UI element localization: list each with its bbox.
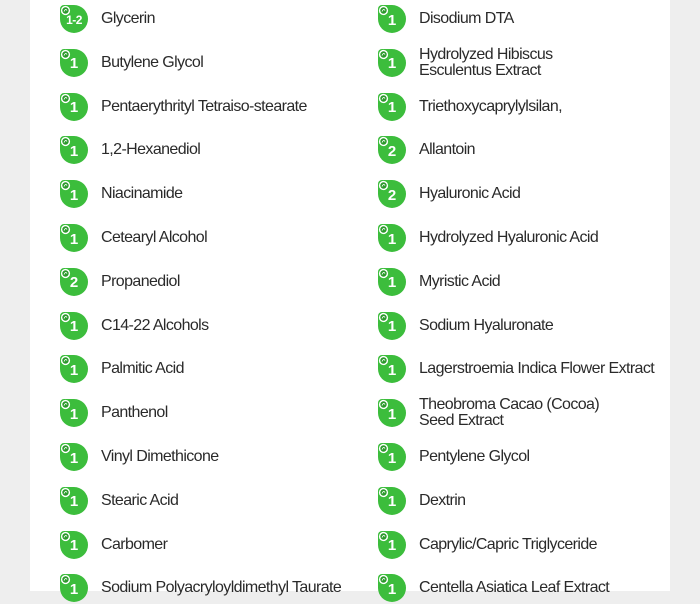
ingredient-name	[419, 361, 654, 377]
ingredient-row	[58, 397, 168, 429]
ewg-score-value: 1	[387, 537, 397, 555]
ingredient-name-line: Sodium Polyacryloyldimethyl Taurate	[101, 579, 342, 597]
ingredient-name	[101, 493, 178, 509]
ingredient-row	[376, 310, 553, 342]
ewg-score-badge-icon	[58, 353, 90, 385]
ewg-score-value: 1	[69, 99, 79, 117]
ewg-score-value: 1	[387, 99, 397, 117]
ewg-score-value: 1	[387, 493, 397, 511]
ingredient-name	[101, 580, 341, 596]
ingredient-name	[101, 99, 307, 115]
ingredient-row	[376, 222, 598, 254]
ewg-score-badge-icon	[58, 397, 90, 429]
ewg-score-badge-icon	[58, 441, 90, 473]
ingredient-row	[376, 353, 654, 385]
ingredient-name-line: Myristic Acid	[419, 272, 501, 290]
ewg-score-badge-icon	[376, 3, 408, 35]
ewg-score-value: 1	[69, 318, 79, 336]
ewg-score-badge-icon	[376, 91, 408, 123]
ewg-score-badge-icon	[58, 222, 90, 254]
ingredient-name-line: Theobroma Cacao (Cocoa)	[419, 396, 600, 414]
ingredient-card	[30, 0, 670, 598]
ewg-score-value: 1	[387, 405, 397, 423]
ewg-score-badge-icon	[376, 310, 408, 342]
ewg-score-value: 1	[69, 580, 79, 598]
ingredient-name-line: Lagerstroemia Indica Flower Extract	[419, 360, 655, 378]
ewg-score-value: 1	[69, 405, 79, 423]
ingredient-name	[101, 55, 203, 71]
ingredient-name	[101, 230, 207, 246]
ingredient-name-line: Stearic Acid	[101, 491, 179, 509]
ewg-score-value: 1	[387, 230, 397, 248]
ingredient-name	[419, 186, 520, 202]
ingredient-name	[419, 11, 514, 27]
ingredient-name-line: C14-22 Alcohols	[101, 316, 209, 334]
ingredient-name-line: Glycerin	[101, 10, 155, 27]
ewg-score-badge-icon	[58, 47, 90, 79]
ewg-score-value: 1	[69, 55, 79, 73]
ingredient-name-line: Vinyl Dimethicone	[101, 448, 219, 465]
ingredient-row	[376, 572, 609, 604]
ewg-score-badge-icon	[376, 134, 408, 166]
ingredient-name-line: Hyaluronic Acid	[419, 185, 521, 203]
ingredient-row	[58, 222, 207, 254]
ingredient-row	[58, 266, 180, 298]
ewg-score-value: 2	[387, 186, 397, 204]
ingredient-name-line: Centella Asiatica Leaf Extract	[419, 579, 610, 597]
ingredient-name	[101, 361, 184, 377]
ingredient-row	[58, 3, 155, 35]
ewg-score-badge-icon	[376, 572, 408, 604]
ingredient-name-line: Propanediol	[101, 272, 180, 290]
ingredient-name	[101, 405, 168, 421]
ingredient-name-line: Seed Extract	[419, 412, 504, 430]
ewg-score-value: 1	[387, 274, 397, 292]
ewg-score-value: 1	[69, 186, 79, 204]
ingredient-name-line: Esculentus Extract	[419, 61, 541, 79]
ingredient-row	[58, 485, 178, 517]
ewg-score-value: 1-2	[66, 13, 82, 27]
ewg-score-badge-icon	[58, 485, 90, 517]
ewg-score-badge-icon	[376, 397, 408, 429]
ewg-score-value: 1	[387, 11, 397, 29]
ingredient-row	[376, 529, 597, 561]
ewg-score-badge-icon	[58, 91, 90, 123]
ingredient-name-line: Allantoin	[419, 141, 475, 159]
ewg-score-badge-icon	[58, 3, 90, 35]
ewg-score-value: 1	[69, 493, 79, 511]
ingredient-name	[101, 142, 200, 158]
ingredient-row	[58, 529, 167, 561]
ingredient-row	[58, 47, 203, 79]
ewg-score-badge-icon	[58, 178, 90, 210]
ingredient-row	[58, 310, 209, 342]
ewg-score-value: 1	[387, 449, 397, 467]
ingredient-row	[376, 47, 553, 79]
ewg-score-badge-icon	[376, 441, 408, 473]
ingredient-name	[419, 580, 609, 596]
ingredient-name-line: Dextrin	[419, 491, 466, 509]
ingredient-row	[58, 441, 219, 473]
ingredient-row	[376, 134, 475, 166]
ewg-score-badge-icon	[376, 47, 408, 79]
ingredient-name-line: Hydrolyzed Hyaluronic Acid	[419, 229, 599, 246]
ingredient-name-line: Niacinamide	[101, 185, 183, 203]
ewg-score-value: 1	[69, 449, 79, 467]
ingredient-row	[376, 485, 465, 517]
ingredient-name-line: 1,2-Hexanediol	[101, 141, 201, 159]
ingredient-name-line: Carbomer	[101, 535, 168, 553]
ewg-score-badge-icon	[376, 178, 408, 210]
ewg-score-badge-icon	[58, 529, 90, 561]
ingredient-name-line: Butylene Glycol	[101, 53, 204, 71]
ingredient-name-line: Pentaerythrityl Tetraiso-stearate	[101, 97, 307, 115]
ingredient-row	[376, 397, 599, 429]
ingredient-name-line: Sodium Hyaluronate	[419, 316, 554, 334]
ewg-score-badge-icon	[376, 222, 408, 254]
ingredient-name	[419, 47, 553, 79]
ingredient-name-line: Disodium DTA	[419, 10, 514, 27]
ewg-score-badge-icon	[376, 529, 408, 561]
ingredient-row	[58, 572, 341, 604]
ingredient-name	[101, 318, 209, 334]
ewg-score-badge-icon	[58, 266, 90, 298]
ingredient-name	[419, 99, 562, 115]
ingredient-row	[58, 178, 182, 210]
ingredient-row	[376, 266, 500, 298]
ewg-score-badge-icon	[376, 353, 408, 385]
ingredient-row	[376, 91, 562, 123]
ewg-score-value: 1	[69, 537, 79, 555]
ewg-score-badge-icon	[58, 572, 90, 604]
ingredient-name	[419, 449, 529, 465]
ingredient-name-line: Panthenol	[101, 404, 168, 422]
ewg-score-value: 1	[387, 55, 397, 73]
ewg-score-value: 1	[387, 361, 397, 379]
ingredient-name	[101, 11, 155, 27]
ewg-score-value: 2	[69, 274, 79, 292]
ingredient-name	[101, 274, 180, 290]
ingredient-name	[419, 274, 500, 290]
ingredient-name-line: Hydrolyzed Hibiscus	[419, 45, 553, 63]
ewg-score-badge-icon	[376, 266, 408, 298]
ingredient-row	[58, 134, 200, 166]
ingredient-row	[58, 353, 184, 385]
ingredient-name	[419, 397, 599, 429]
ewg-score-value: 1	[69, 142, 79, 160]
ingredient-name	[101, 537, 167, 553]
ingredient-name	[419, 142, 475, 158]
ewg-score-badge-icon	[58, 310, 90, 342]
ingredient-row	[58, 91, 307, 123]
ewg-score-value: 1	[69, 361, 79, 379]
ingredient-name	[419, 230, 598, 246]
ewg-score-value: 1	[387, 580, 397, 598]
ewg-score-badge-icon	[58, 134, 90, 166]
ewg-score-value: 1	[387, 318, 397, 336]
ingredient-name-line: Cetearyl Alcohol	[101, 229, 208, 246]
ingredient-name	[101, 449, 219, 465]
ingredient-name	[419, 493, 465, 509]
ingredient-name	[419, 537, 597, 553]
ingredient-name-line: Pentylene Glycol	[419, 448, 530, 465]
ingredient-name	[101, 186, 182, 202]
ingredient-name-line: Palmitic Acid	[101, 360, 184, 378]
ewg-score-badge-icon	[376, 485, 408, 517]
ingredient-name-line: Caprylic/Capric Triglyceride	[419, 535, 597, 553]
ingredient-row	[376, 441, 529, 473]
ewg-score-value: 1	[69, 230, 79, 248]
ingredient-name-line: Triethoxycaprylylsilan,	[419, 97, 562, 115]
ingredient-row	[376, 178, 520, 210]
ewg-score-value: 2	[387, 142, 397, 160]
ingredient-name	[419, 318, 553, 334]
ingredient-row	[376, 3, 514, 35]
